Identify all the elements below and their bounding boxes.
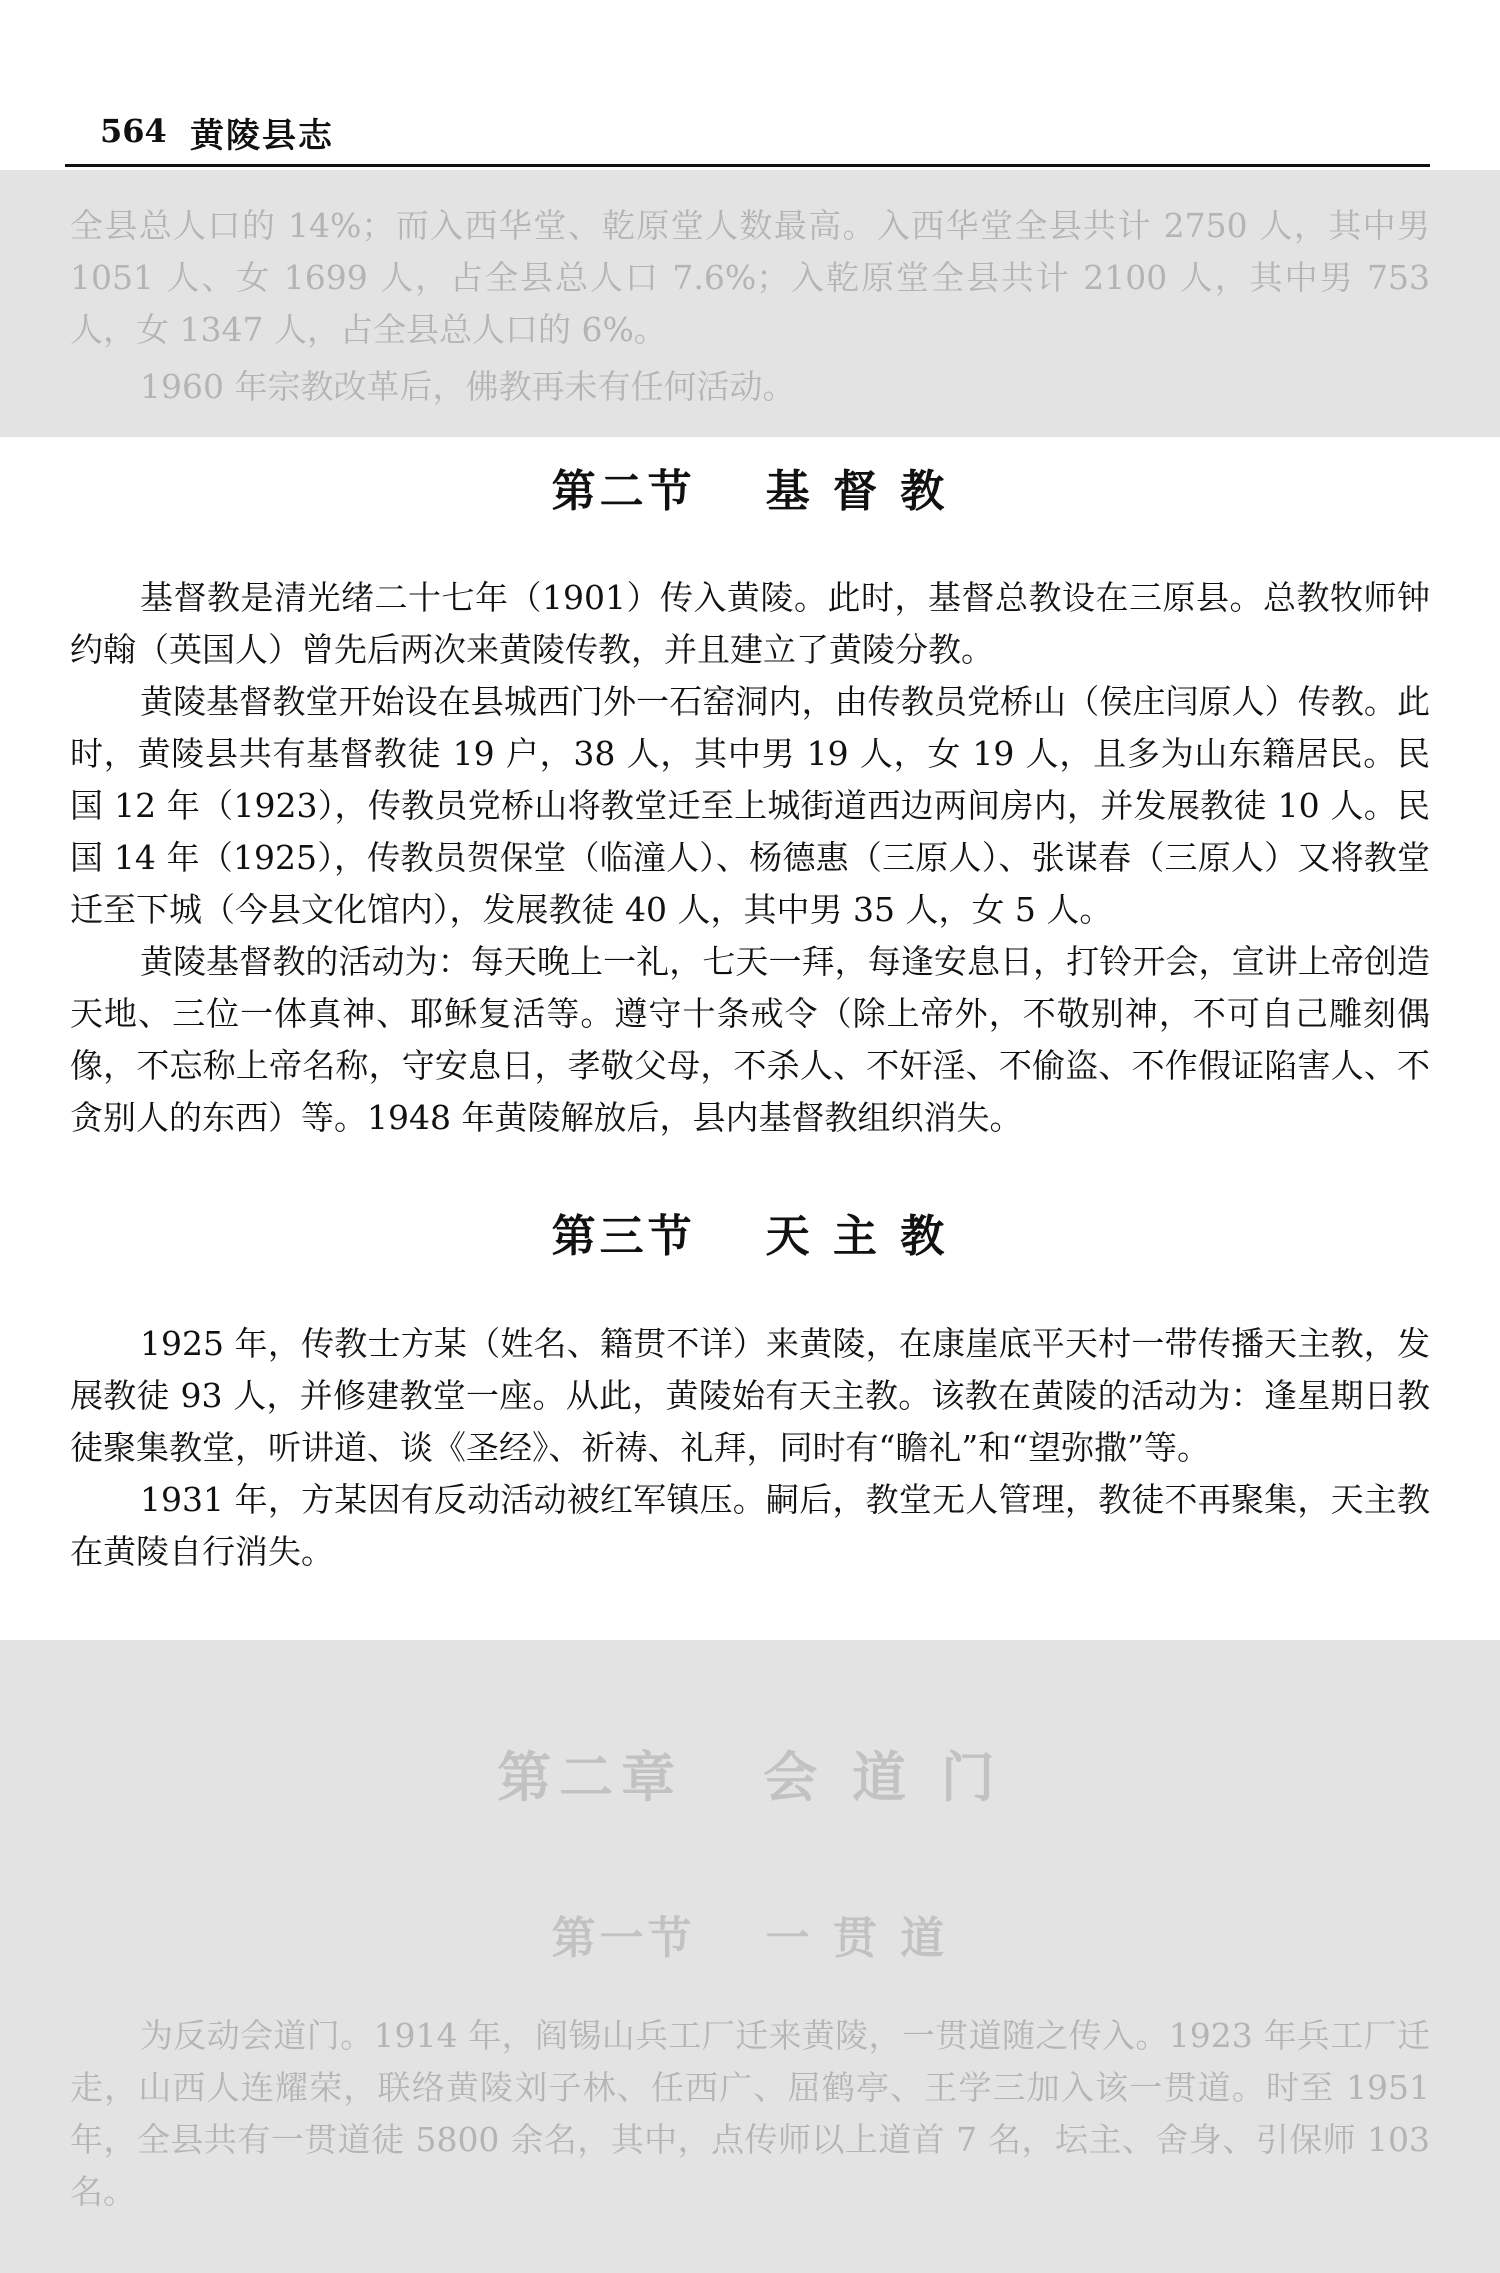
page-header bbox=[65, 108, 1430, 167]
section-number: 第二节 bbox=[551, 466, 696, 517]
body-paragraph: 基督教是清光绪二十七年（1901）传入黄陵。此时，基督总教设在三原县。总教牧师钟约翰（英国人）曾先后两次来黄陵传教，并且建立了黄陵分教。 bbox=[70, 578, 1430, 669]
body-paragraph: 1931 年，方某因有反动活动被红军镇压。嗣后，教堂无人管理，教徒不再聚集，天主教在黄陵自行消失。 bbox=[70, 1480, 1430, 1571]
faded-paragraph: 全县总人口的 14%；而入西华堂、乾原堂人数最高。入西华堂全县共计 2750 人，其中男 1051 人、女 1699 人，占全县总人口 7.6%；入乾原堂全县共计 2100 人，其中男 753 人，女 1347 人，占全县总人口的 6%。 bbox=[70, 206, 1430, 349]
chapter-title bbox=[0, 1735, 1500, 1812]
book-title: 黄陵县志 bbox=[190, 116, 334, 156]
section-name: 一 贯 道 bbox=[765, 1913, 949, 1964]
section-title bbox=[0, 1200, 1500, 1264]
chapter-name: 会 道 门 bbox=[763, 1745, 1003, 1809]
body-paragraph: 黄陵基督教的活动为：每天晚上一礼，七天一拜，每逢安息日，打铃开会，宣讲上帝创造天地、三位一体真神、耶稣复活等。遵守十条戒令（除上帝外，不敬别神，不可自己雕刻偶像，不忘称上帝名称，守安息日，孝敬父母，不杀人、不奸淫、不偷盗、不作假证陷害人、不贪别人的东西）等。1948 年黄陵解放后，县内基督教组织消失。 bbox=[70, 942, 1430, 1137]
section-title bbox=[0, 1902, 1500, 1966]
body-paragraph: 黄陵基督教堂开始设在县城西门外一石窑洞内，由传教员党桥山（侯庄闫原人）传教。此时，黄陵县共有基督教徒 19 户，38 人，其中男 19 人，女 19 人，且多为山东籍居民。民国 12 年（1923），传教员党桥山将教堂迁至上城街道西边两间房内，并发展教徒 10 人。民国 14 年（1925），传教员贺保堂（临潼人）、杨德惠（三原人）、张谋春（三原人）又将教堂迁至下城（今县文化馆内），发展教徒 40 人，其中男 35 人，女 5 人。 bbox=[70, 682, 1430, 929]
section-number: 第一节 bbox=[551, 1913, 696, 1964]
chapter-number: 第二章 bbox=[497, 1745, 684, 1809]
section-name: 基 督 教 bbox=[765, 466, 949, 517]
faded-paragraph: 1960 年宗教改革后，佛教再未有任何活动。 bbox=[140, 367, 796, 406]
section-number: 第三节 bbox=[551, 1211, 696, 1262]
page-number: 564 bbox=[100, 112, 167, 150]
section-title bbox=[0, 455, 1500, 519]
section-name: 天 主 教 bbox=[765, 1211, 949, 1262]
faded-paragraph: 为反动会道门。1914 年，阎锡山兵工厂迁来黄陵，一贯道随之传入。1923 年兵工厂迁走，山西人连耀荣，联络黄陵刘子林、任西广、屈鹤亭、王学三加入该一贯道。时至 1951 年，全县共有一贯道徒 5800 余名，其中，点传师以上道首 7 名，坛主、舍身、引保师 103 名。 bbox=[70, 2016, 1430, 2211]
body-paragraph: 1925 年，传教士方某（姓名、籍贯不详）来黄陵，在康崖底平天村一带传播天主教，发展教徒 93 人，并修建教堂一座。从此，黄陵始有天主教。该教在黄陵的活动为：逢星期日教徒聚集教堂，听讲道、谈《圣经》、祈祷、礼拜，同时有“瞻礼”和“望弥撒”等。 bbox=[70, 1324, 1430, 1467]
